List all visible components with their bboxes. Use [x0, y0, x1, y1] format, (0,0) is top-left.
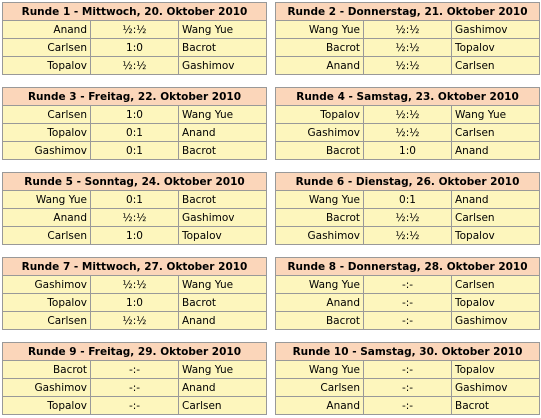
game-row	[3, 312, 267, 330]
game-row	[276, 124, 540, 142]
black-player: Wang Yue	[452, 106, 540, 124]
black-player: Topalov	[452, 227, 540, 245]
black-player: Anand	[179, 124, 267, 142]
black-player: Carlsen	[452, 57, 540, 75]
round-1-table	[2, 2, 267, 75]
white-player: Topalov	[276, 106, 364, 124]
white-player: Carlsen	[276, 379, 364, 397]
black-player: Bacrot	[452, 397, 540, 415]
game-result: 0:1	[91, 142, 179, 160]
white-player: Anand	[276, 294, 364, 312]
game-row	[276, 312, 540, 330]
white-player: Bacrot	[276, 209, 364, 227]
game-result: 1:0	[91, 39, 179, 57]
game-row	[276, 397, 540, 415]
round-7-table	[2, 257, 267, 330]
round-title: Runde 8 - Donnerstag, 28. Oktober 2010	[276, 258, 540, 276]
black-player: Carlsen	[452, 209, 540, 227]
game-row	[3, 57, 267, 75]
game-row	[3, 124, 267, 142]
black-player: Gashimov	[179, 209, 267, 227]
game-result: ½:½	[91, 312, 179, 330]
black-player: Wang Yue	[179, 276, 267, 294]
game-result: 1:0	[91, 106, 179, 124]
round-title: Runde 5 - Sonntag, 24. Oktober 2010	[3, 173, 267, 191]
round-10-table	[275, 342, 540, 415]
white-player: Carlsen	[3, 312, 91, 330]
game-row	[3, 294, 267, 312]
white-player: Carlsen	[3, 39, 91, 57]
game-row	[3, 21, 267, 39]
game-row	[276, 361, 540, 379]
game-result: 0:1	[91, 124, 179, 142]
game-row	[3, 361, 267, 379]
game-row	[3, 276, 267, 294]
white-player: Gashimov	[3, 276, 91, 294]
black-player: Bacrot	[179, 39, 267, 57]
game-row	[276, 57, 540, 75]
white-player: Bacrot	[276, 312, 364, 330]
game-result: ½:½	[364, 227, 452, 245]
round-9-table	[2, 342, 267, 415]
game-row	[276, 39, 540, 57]
round-title: Runde 10 - Samstag, 30. Oktober 2010	[276, 343, 540, 361]
black-player: Gashimov	[452, 312, 540, 330]
game-row	[276, 379, 540, 397]
game-result: ½:½	[364, 106, 452, 124]
white-player: Gashimov	[276, 227, 364, 245]
white-player: Gashimov	[3, 142, 91, 160]
game-result: -:-	[364, 312, 452, 330]
game-result: ½:½	[364, 39, 452, 57]
game-result: -:-	[364, 379, 452, 397]
black-player: Topalov	[179, 227, 267, 245]
black-player: Anand	[179, 312, 267, 330]
black-player: Bacrot	[179, 142, 267, 160]
white-player: Wang Yue	[276, 361, 364, 379]
black-player: Gashimov	[452, 379, 540, 397]
white-player: Anand	[276, 397, 364, 415]
game-result: ½:½	[91, 209, 179, 227]
round-title: Runde 9 - Freitag, 29. Oktober 2010	[3, 343, 267, 361]
white-player: Topalov	[3, 397, 91, 415]
white-player: Topalov	[3, 124, 91, 142]
white-player: Bacrot	[276, 39, 364, 57]
round-title: Runde 3 - Freitag, 22. Oktober 2010	[3, 88, 267, 106]
game-result: ½:½	[91, 21, 179, 39]
round-title: Runde 4 - Samstag, 23. Oktober 2010	[276, 88, 540, 106]
black-player: Bacrot	[179, 191, 267, 209]
round-5-table	[2, 172, 267, 245]
game-row	[3, 379, 267, 397]
game-row	[276, 191, 540, 209]
game-result: 1:0	[364, 142, 452, 160]
white-player: Anand	[3, 209, 91, 227]
game-result: ½:½	[364, 57, 452, 75]
white-player: Gashimov	[3, 379, 91, 397]
white-player: Wang Yue	[276, 21, 364, 39]
white-player: Anand	[3, 21, 91, 39]
game-result: -:-	[364, 397, 452, 415]
game-result: 0:1	[91, 191, 179, 209]
game-result: ½:½	[364, 209, 452, 227]
black-player: Topalov	[452, 39, 540, 57]
white-player: Wang Yue	[3, 191, 91, 209]
game-row	[3, 39, 267, 57]
game-row	[3, 209, 267, 227]
game-result: -:-	[364, 361, 452, 379]
black-player: Carlsen	[179, 397, 267, 415]
white-player: Anand	[276, 57, 364, 75]
black-player: Bacrot	[179, 294, 267, 312]
white-player: Carlsen	[3, 227, 91, 245]
black-player: Topalov	[452, 294, 540, 312]
game-row	[3, 191, 267, 209]
black-player: Anand	[179, 379, 267, 397]
game-row	[276, 227, 540, 245]
white-player: Bacrot	[3, 361, 91, 379]
round-4-table	[275, 87, 540, 160]
round-3-table	[2, 87, 267, 160]
game-result: ½:½	[91, 276, 179, 294]
game-row	[3, 106, 267, 124]
white-player: Gashimov	[276, 124, 364, 142]
round-title: Runde 7 - Mittwoch, 27. Oktober 2010	[3, 258, 267, 276]
black-player: Wang Yue	[179, 106, 267, 124]
black-player: Carlsen	[452, 124, 540, 142]
game-result: -:-	[91, 361, 179, 379]
black-player: Wang Yue	[179, 21, 267, 39]
game-result: 0:1	[364, 191, 452, 209]
game-result: ½:½	[364, 124, 452, 142]
game-row	[276, 209, 540, 227]
white-player: Topalov	[3, 294, 91, 312]
round-6-table	[275, 172, 540, 245]
round-title: Runde 6 - Dienstag, 26. Oktober 2010	[276, 173, 540, 191]
black-player: Anand	[452, 142, 540, 160]
game-row	[3, 142, 267, 160]
round-title: Runde 2 - Donnerstag, 21. Oktober 2010	[276, 3, 540, 21]
white-player: Bacrot	[276, 142, 364, 160]
white-player: Topalov	[3, 57, 91, 75]
round-2-table	[275, 2, 540, 75]
black-player: Gashimov	[452, 21, 540, 39]
game-result: -:-	[91, 379, 179, 397]
game-result: -:-	[364, 294, 452, 312]
game-result: ½:½	[91, 57, 179, 75]
round-8-table	[275, 257, 540, 330]
game-row	[3, 227, 267, 245]
game-result: 1:0	[91, 227, 179, 245]
game-result: -:-	[364, 276, 452, 294]
white-player: Wang Yue	[276, 191, 364, 209]
game-row	[276, 276, 540, 294]
game-row	[276, 294, 540, 312]
game-row	[276, 106, 540, 124]
white-player: Wang Yue	[276, 276, 364, 294]
black-player: Carlsen	[452, 276, 540, 294]
game-row	[276, 21, 540, 39]
game-row	[276, 142, 540, 160]
black-player: Gashimov	[179, 57, 267, 75]
game-row	[3, 397, 267, 415]
game-result: 1:0	[91, 294, 179, 312]
black-player: Wang Yue	[179, 361, 267, 379]
white-player: Carlsen	[3, 106, 91, 124]
round-title: Runde 1 - Mittwoch, 20. Oktober 2010	[3, 3, 267, 21]
game-result: -:-	[91, 397, 179, 415]
black-player: Topalov	[452, 361, 540, 379]
game-result: ½:½	[364, 21, 452, 39]
black-player: Anand	[452, 191, 540, 209]
